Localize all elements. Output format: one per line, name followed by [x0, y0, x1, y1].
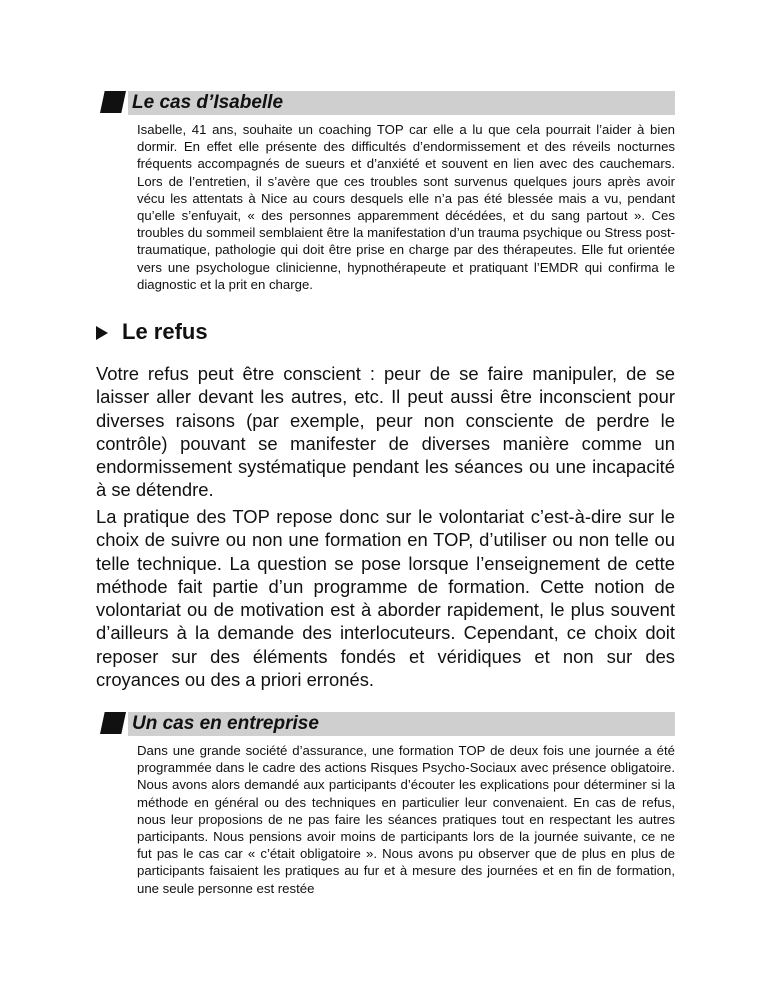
section-heading-le-refus — [96, 319, 208, 345]
body-paragraph-1: Votre refus peut être conscient : peur de se faire manipuler, de se laisser aller devant les autres, etc. Il peut aussi être inconscient pour diverses raisons (par exemple, peur non consciente de perdre le contrôle) pouvant se manifester de diverses manière comme un endormissement systématique pendant les séances ou une incapacité à se détendre. — [96, 363, 675, 501]
body-paragraph-2: La pratique des TOP repose donc sur le volontariat c’est-à-dire sur le choix de suivre ou non une formation en TOP, d’utiliser ou non telle ou telle technique. La question se pose lorsque l’enseignement de cette méthode fait partie d’un programme de formation. Cette notion de volontariat ou de motivation est à aborder rapidement, le plus souvent d’ailleurs à la demande des interlocuteurs. Cependant, ce choix doit reposer sur des éléments fondés et véridiques et non sur des croyances ou des a priori erronés. — [96, 506, 675, 691]
section-heading-text: Le refus — [122, 319, 208, 344]
triangle-bullet-icon — [96, 326, 108, 340]
square-marker-icon — [100, 91, 126, 113]
case-entreprise-text: Dans une grande société d’assurance, une formation TOP de deux fois une journée a été programmée dans le cadre des actions Risques Psycho-Sociaux avec présence obligatoire. Nous avons alors demandé aux participants d’écouter les explications pour déterminer si la méthode en général ou des techniques en particulier leur convenaient. En cas de refus, nous leur proposions de ne pas faire les séances pratiques tout en respectant les autres participants. Nous pensions avoir moins de participants lors de la journée suivante, ce ne fut pas le cas car « c’était obligatoire ». Nous avons pu observer que de plus en plus de participants faisaient les pratiques au fur et à mesure des journées et en fin de formation, une seule personne est restée — [137, 743, 675, 896]
case-entreprise-header — [100, 712, 675, 738]
case-isabelle-header — [100, 91, 675, 117]
square-marker-icon — [100, 712, 126, 734]
case-isabelle-title: Le cas d’Isabelle — [132, 92, 284, 113]
case-entreprise-title: Un cas en entreprise — [132, 713, 319, 734]
case-isabelle-text: Isabelle, 41 ans, souhaite un coaching TOP car elle a lu que cela pourrait l’aider à bien dormir. En effet elle présente des difficultés d’endormissement et des réveils nocturnes fréquents accompagnés de sueurs et d’anxiété et souvent en lien avec des cauchemars. Lors de l’entretien, il s’avère que ces troubles sont survenus quelques jours après avoir vécu les attentats à Nice au cours desquels elle n’a pas été blessée mais a vu, pendant qu’elle s’enfuyait, « des personnes apparemment décédées, et du sang partout ». Ces troubles du sommeil semblaient être la manifestation d’un trauma psychique ou Stress post-traumatique, pathologie qui doit être prise en charge par des thérapeutes. Elle fut orientée vers une psychologue clinicienne, hypnothérapeute et pratiquant l’EMDR qui confirma le diagnostic et la prit en charge. — [137, 122, 675, 292]
